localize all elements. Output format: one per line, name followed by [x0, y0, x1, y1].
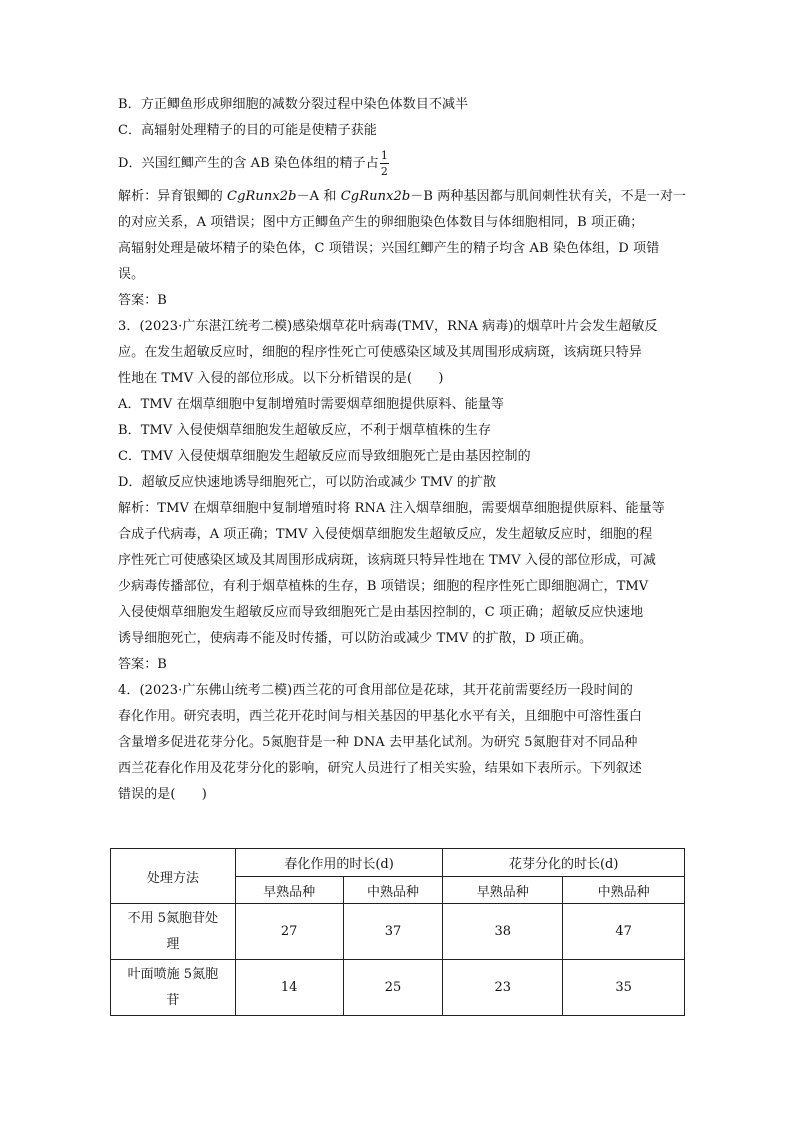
- header-vernalization: 春化作用的时长(d): [235, 849, 443, 877]
- question-4-stem-1: 4．(2023·广东佛山统考二模)西兰花的可食用部位是花球，其开花前需要经历一段时间的: [118, 683, 633, 698]
- table-row: [111, 904, 685, 960]
- table-cell: 23: [443, 960, 563, 1016]
- option-b-q2: B．方正鲫鱼形成卵细胞的减数分裂过程中染色体数目不减半: [118, 97, 469, 112]
- table-cell: 35: [563, 960, 685, 1016]
- subheader-mid-2: 中熟品种: [563, 877, 685, 904]
- fraction-numerator: 1: [380, 149, 388, 162]
- option-a-q3: A．TMV 在烟草细胞中复制增殖时需要烟草细胞提供原料、能量等: [118, 397, 504, 412]
- row-label-line: 理: [166, 936, 180, 952]
- analysis-q3-line-2: 合成子代病毒，A 项正确；TMV 入侵使烟草细胞发生超敏反应，发生超敏反应时，细胞的程: [118, 527, 653, 542]
- question-4-stem-2: 春化作用。研究表明，西兰花开花时间与相关基因的甲基化水平有关，且细胞中可溶性蛋白: [118, 709, 643, 724]
- analysis-q2-line-1: [118, 184, 686, 210]
- subheader-early-1: 早熟品种: [235, 877, 343, 904]
- analysis-q3-line-1: 解析：TMV 在烟草细胞中复制增殖时将 RNA 注入烟草细胞，需要烟草细胞提供原料、能量等: [118, 501, 665, 516]
- question-3-stem-1: 3．(2023·广东湛江统考二模)感染烟草花叶病毒(TMV，RNA 病毒)的烟草叶片会发生超敏反: [118, 319, 658, 334]
- table-cell: 27: [235, 904, 343, 960]
- subheader-early-2: 早熟品种: [443, 877, 563, 904]
- option-c-q2: C．高辐射处理精子的目的可能是使精子获能: [118, 123, 377, 138]
- header-method: 处理方法: [111, 849, 236, 904]
- analysis-q3-line-5: 入侵使烟草细胞发生超敏反应而导致细胞死亡是由基因控制的，C 项正确；超敏反应快速地: [118, 605, 644, 620]
- row-label: [111, 904, 236, 960]
- question-4-stem-5: 错误的是( ): [118, 787, 207, 802]
- analysis-q3-line-3: 序性死亡可使感染区域及其周围形成病斑，该病斑只特异性地在 TMV 入侵的部位形成，可减: [118, 553, 656, 568]
- fraction-bar: [380, 163, 389, 164]
- analysis-text: －A 和: [296, 189, 341, 204]
- row-label: [111, 960, 236, 1016]
- question-3-stem-2: 应。在发生超敏反应时，细胞的程序性死亡可使感染区域及其周围形成病斑，该病斑只特异: [118, 345, 643, 360]
- option-d-text: D．兴国红鲫产生的含 AB 染色体组的精子占: [118, 156, 379, 171]
- table-cell: 47: [563, 904, 685, 960]
- analysis-text: －B 两种基因都与肌间刺性状有关，不是一对一: [410, 189, 687, 204]
- subheader-mid-1: 中熟品种: [343, 877, 443, 904]
- answer-q2: 答案：B: [118, 293, 167, 308]
- results-table: [110, 848, 685, 1016]
- analysis-q3-line-6: 诱导细胞死亡，使病毒不能及时传播，可以防治或减少 TMV 的扩散，D 项正确。: [118, 631, 593, 646]
- table-cell: 37: [343, 904, 443, 960]
- analysis-q2-line-3: 高辐射处理是破坏精子的染色体，C 项错误；兴国红鲫产生的精子均含 AB 染色体组，D 项错: [118, 241, 660, 256]
- question-4-stem-4: 西兰花春化作用及花芽分化的影响，研究人员进行了相关实验，结果如下表所示。下列叙述: [118, 761, 643, 776]
- gene-name: CgRunx2b: [227, 189, 297, 204]
- table-header-row: [111, 849, 685, 877]
- table-row: [111, 960, 685, 1016]
- gene-name: CgRunx2b: [340, 189, 411, 204]
- row-label-line: 叶面喷施 5氮胞: [127, 966, 219, 982]
- table-cell: 14: [235, 960, 343, 1016]
- question-3-stem-3: 性地在 TMV 入侵的部位形成。以下分析错误的是( ): [118, 371, 444, 386]
- option-d-q2: [118, 144, 686, 184]
- analysis-q2-line-4: 误。: [118, 267, 145, 282]
- document-body: [118, 92, 686, 808]
- row-label-line: 苷: [166, 992, 180, 1008]
- header-flower-bud: 花芽分化的时长(d): [443, 849, 685, 877]
- option-c-q3: C．TMV 入侵使烟草细胞发生超敏反应而导致细胞死亡是由基因控制的: [118, 449, 531, 464]
- row-label-line: 不用 5氮胞苷处: [127, 910, 219, 926]
- analysis-text: 解析：异育银鲫的: [118, 189, 228, 204]
- table-cell: 25: [343, 960, 443, 1016]
- question-4-stem-3: 含量增多促进花芽分化。5氮胞苷是一种 DNA 去甲基化试剂。为研究 5氮胞苷对不同品种: [118, 735, 638, 750]
- analysis-q2-line-2: 的对应关系，A 项错误；图中方正鲫鱼产生的卵细胞染色体数目与体细胞相同，B 项正确；: [118, 215, 644, 230]
- option-b-q3: B．TMV 入侵使烟草细胞发生超敏反应，不利于烟草植株的生存: [118, 423, 492, 438]
- option-d-q3: D．超敏反应快速地诱导细胞死亡，可以防治或减少 TMV 的扩散: [118, 475, 497, 490]
- fraction-denominator: 2: [380, 165, 388, 178]
- table-cell: 38: [443, 904, 563, 960]
- analysis-q3-line-4: 少病毒传播部位，有利于烟草植株的生存，B 项错误；细胞的程序性死亡即细胞凋亡，TMV: [118, 579, 649, 594]
- fraction-one-half: [380, 150, 389, 177]
- answer-q3: 答案：B: [118, 657, 167, 672]
